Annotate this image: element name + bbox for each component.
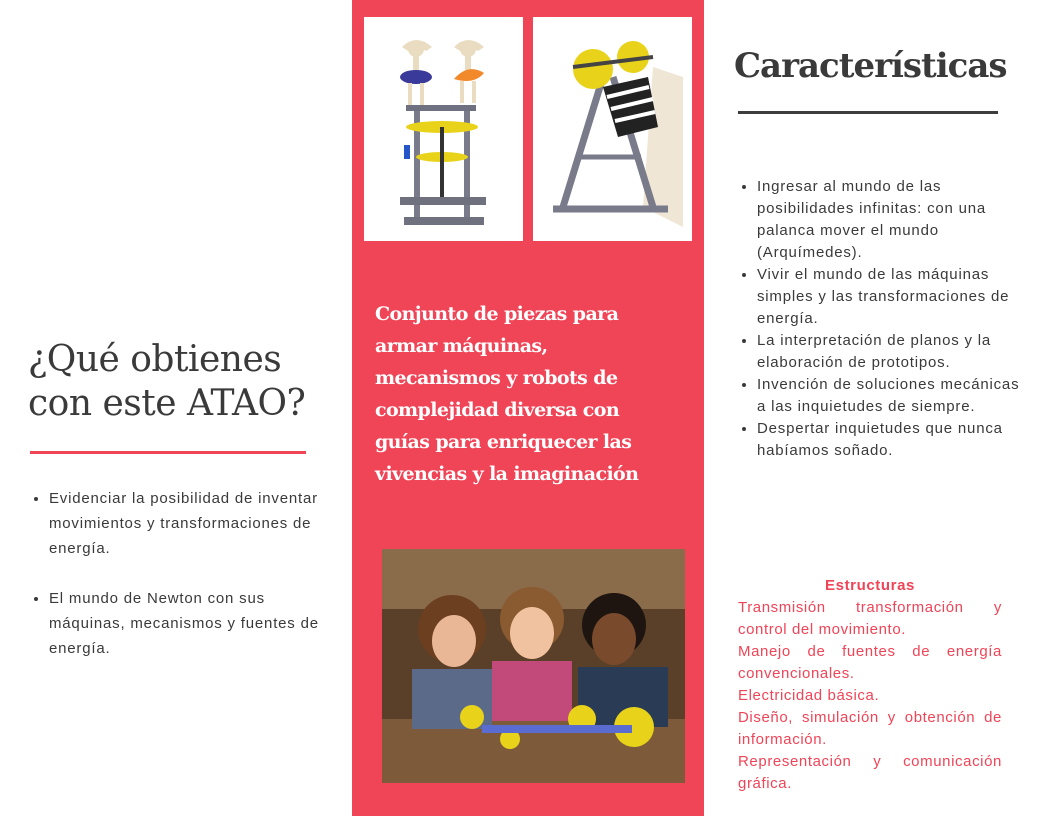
features-title: Características [734,46,1007,86]
list-item: • Invención de soluciones mecánicas a las inquietudes de siempre. [757,374,1025,418]
dancers-mechanism-photo [364,17,523,241]
structure-item: Electricidad básica. [738,687,880,704]
structures-list [738,597,1002,795]
list-item: • Despertar inquietudes que nunca habíamos soñado. [757,418,1025,462]
features-list [738,176,1025,462]
structure-item: Representación y comunicación gráfica. [738,753,1002,792]
list-item: • Ingresar al mundo de las posibilidades infinitas: con una palanca mover el mundo (Arquímedes). [757,176,1025,264]
children-building-photo [382,549,685,783]
structures-heading: Estructuras [825,577,915,594]
structure-item: Diseño, simulación y obtención de información. [738,709,1002,748]
left-title: ¿Qué obtienes con este ATAO? [28,339,306,424]
left-divider [30,451,306,454]
left-benefits-list [30,486,339,686]
pendulum-machine-photo [533,17,692,241]
features-divider [738,111,998,114]
list-item: • Vivir el mundo de las máquinas simples y las transformaciones de energía. [757,264,1025,330]
structure-item: Transmisión transformación y control del movimiento. [738,599,1002,638]
list-item: • Evidenciar la posibilidad de inventar movimientos y transformaciones de energía. [49,486,339,561]
structure-item: Manejo de fuentes de energía convencionales. [738,643,1002,682]
list-item: • La interpretación de planos y la elaboración de prototipos. [757,330,1025,374]
kit-description: Conjunto de piezas para armar máquinas, mecanismos y robots de complejidad diversa con guías para enriquecer las vivencias y la imaginación [375,303,639,485]
list-item: • El mundo de Newton con sus máquinas, mecanismos y fuentes de energía. [49,586,339,661]
